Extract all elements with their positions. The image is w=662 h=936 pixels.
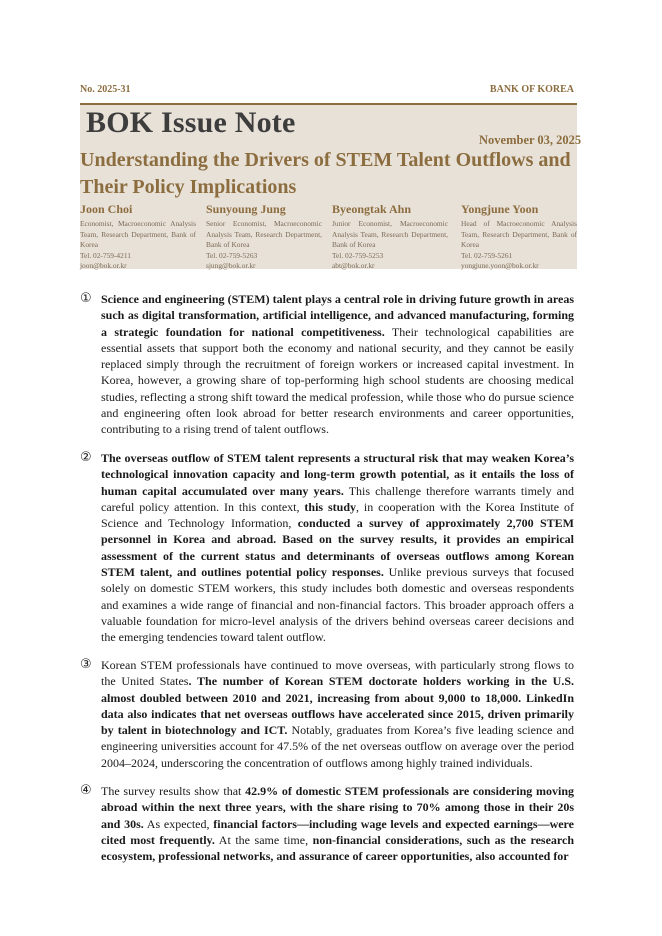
paragraph-text: The overseas outflow of STEM talent represents a structural risk that may weaken Korea’s technological innovation capacity and long-term growth potential, as it entails the loss of human capital accumulated over many years. This challenge therefore warrants timely and careful policy attention. In this context, this study, in cooperation with the Korea Institute of Science and Technology Information, conducted a survey of approximately 2,700 STEM personnel in Korea and abroad. Based on the survey results, it provides an empirical assessment of the current status and determinants of overseas outflows among Korean STEM talent, and outlines potential policy responses. Unlike previous surveys that focused solely on domestic STEM workers, this study includes both domestic and overseas respondents and examines a wide range of financial and non-financial factors. This broader approach offers a valuable foundation for micro-level analysis of the drivers behind overseas career decisions and the emerging tendencies toward talent outflow. [101, 451, 575, 645]
author-tel: Tel. 02-759-5261 [461, 250, 513, 260]
paragraph-number: ④ [80, 783, 92, 798]
paragraph-3 [80, 657, 574, 771]
paragraph-text: The survey results show that 42.9% of domestic STEM professionals are considering moving abroad within the next three years, with the share rising to 70% among those in their 20s and 30s. As expected, financial factors—including wage levels and expected earnings—were cited most frequently. At the same time, non-financial considerations, such as the research ecosystem, professional networks, and assurance of career opportunities, also accounted for [101, 784, 575, 864]
author-email[interactable]: abt@bok.or.kr [332, 261, 375, 270]
paragraph-1 [80, 291, 574, 438]
author-name: Byeongtak Ahn [332, 202, 412, 216]
author-card [206, 202, 322, 272]
report-title: Understanding the Drivers of STEM Talent Outflows and Their Policy Implications [80, 149, 571, 198]
author-role: Junior Economist, Macroeconomic Analysis Team, Research Department, Bank of Korea [332, 219, 448, 249]
publication-date: November 03, 2025 [479, 133, 582, 147]
paragraph-number: ② [80, 450, 92, 465]
author-name: Joon Choi [80, 202, 133, 216]
author-card [80, 202, 196, 272]
author-email[interactable]: joon@bok.or.kr [80, 261, 127, 270]
author-name: Yongjune Yoon [461, 202, 539, 216]
author-card [332, 202, 448, 272]
author-tel: Tel. 02-759-5263 [206, 250, 258, 260]
paragraph-2 [80, 450, 574, 646]
author-name: Sunyoung Jung [206, 202, 286, 216]
paragraph-number: ① [80, 291, 92, 306]
brand-title: BOK Issue Note [86, 106, 296, 139]
publisher-name: BANK OF KOREA [489, 84, 574, 95]
paragraph-4 [80, 783, 574, 864]
author-tel: Tel. 02-759-5253 [332, 250, 384, 260]
author-card [461, 202, 577, 272]
paragraph-number: ③ [80, 657, 92, 672]
issue-number: No. 2025-31 [80, 84, 131, 95]
paragraph-text: Science and engineering (STEM) talent plays a central role in driving future growth in areas such as digital transformation, artificial intelligence, and advanced manufacturing, forming a strategic foundation for national competitiveness. Their technological capabilities are essential assets that support both the economy and national security, and they cannot be easily replaced simply through the recruitment of foreign workers or increased capital investment. In Korea, however, a growing share of top-performing high school students are choosing medical studies, reflecting a strong shift toward the medical profession, while those who do pursue science and engineering often look abroad for better research environments and career opportunities, contributing to a rising trend of talent outflows. [101, 292, 575, 437]
author-email[interactable]: sjung@bok.or.kr [206, 261, 256, 270]
top-row [80, 84, 574, 98]
author-role: Senior Economist, Macroeconomic Analysis Team, Research Department, Bank of Korea [206, 219, 322, 249]
author-role: Economist, Macroeconomic Analysis Team, Research Department, Bank of Korea [80, 219, 196, 249]
author-email[interactable]: yongjune.yoon@bok.or.kr [461, 261, 539, 270]
author-tel: Tel. 02-759-4211 [80, 250, 131, 260]
paragraph-text: Korean STEM professionals have continued to move overseas, with particularly strong flows to the United States. The number of Korean STEM doctorate holders working in the U.S. almost doubled between 2010 and 2021, increasing from about 9,000 to 18,000. LinkedIn data also indicates that net overseas outflows have accelerated since 2015, driven primarily by talent in biotechnology and ICT. Notably, graduates from Korea’s five leading science and engineering universities account for 47.5% of the net overseas outflow on average over the period 2004–2024, underscoring the concentration of outflows among highly trained individuals. [101, 658, 575, 770]
author-role: Head of Macroeconomic Analysis Team, Research Department, Bank of Korea [461, 219, 577, 249]
